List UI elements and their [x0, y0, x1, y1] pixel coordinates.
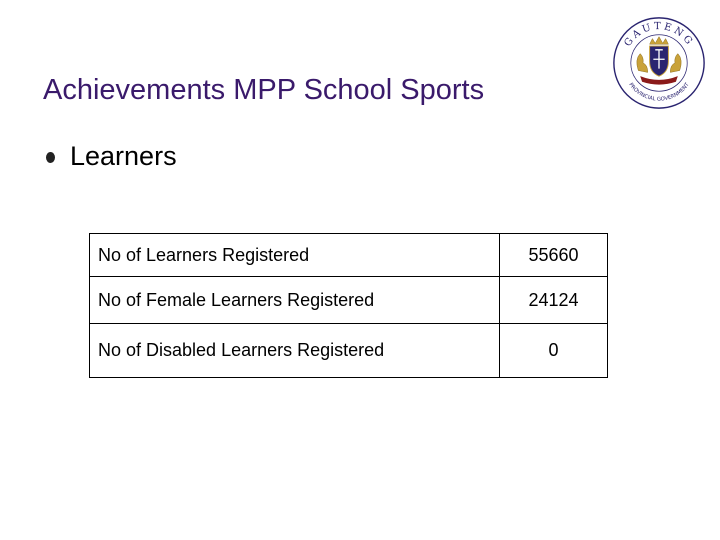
- table-cell-label: No of Disabled Learners Registered: [90, 324, 500, 378]
- table-cell-label: No of Female Learners Registered: [90, 277, 500, 324]
- slide-title: Achievements MPP School Sports: [43, 74, 485, 106]
- table-cell-value: 55660: [500, 234, 608, 277]
- bullet-dot-icon: [46, 152, 55, 163]
- bullet-item: [46, 138, 177, 174]
- gauteng-logo-icon: [612, 16, 706, 110]
- logo-arc-bottom: PROVINCIAL GOVERNMENT: [627, 81, 691, 103]
- table-row: [90, 234, 608, 277]
- learners-table: [89, 233, 608, 378]
- table-row: [90, 277, 608, 324]
- bullet-text: Learners: [70, 141, 177, 171]
- table-cell-label: No of Learners Registered: [90, 234, 500, 277]
- logo-arc-top: GAUTENG: [622, 21, 696, 49]
- table-row: [90, 324, 608, 378]
- table-cell-value: 24124: [500, 277, 608, 324]
- table-cell-value: 0: [500, 324, 608, 378]
